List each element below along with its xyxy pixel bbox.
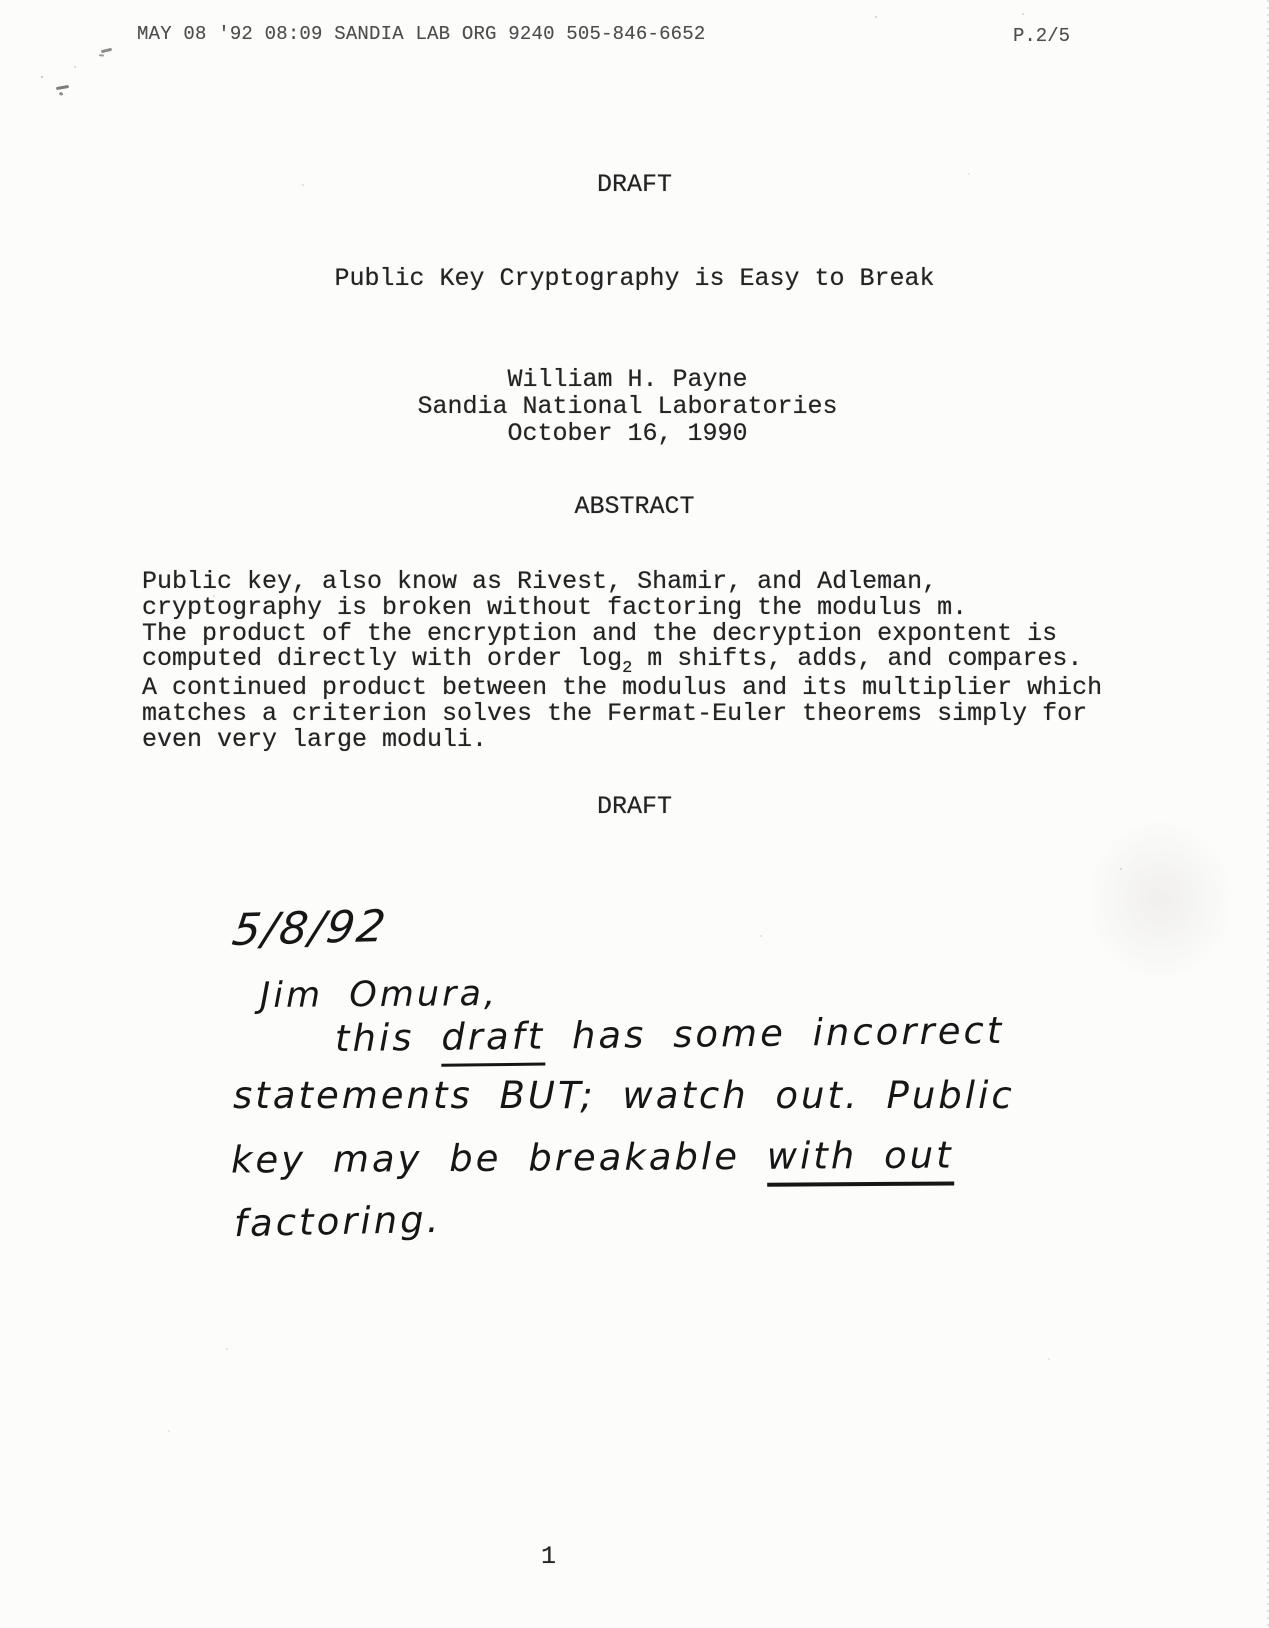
log-base-subscript: 2 — [622, 659, 633, 679]
page-number: 1 — [541, 1542, 557, 1571]
scan-noise-dots — [0, 0, 2, 2]
handwritten-line-1-pre: this — [334, 1015, 442, 1061]
handwritten-line-4: factoring. — [233, 1197, 442, 1246]
draft-label-bottom: DRAFT — [596, 792, 672, 821]
handwritten-line-1 — [335, 1009, 1005, 1060]
abstract-line-4-post: m shifts, adds, and compares. — [632, 644, 1083, 674]
paper-date: October 16, 1990 — [507, 419, 748, 448]
scan-speck-mark — [101, 48, 112, 54]
handwritten-date: 5/8/92 — [229, 900, 391, 957]
abstract-paragraph — [142, 569, 1102, 753]
abstract-heading: ABSTRACT — [574, 492, 695, 521]
handwritten-line-3 — [231, 1133, 954, 1181]
abstract-line-6: matches a criterion solves the Fermat-Euler theorems simply for — [142, 698, 1088, 728]
fax-header-page-indicator: P.2/5 — [1013, 25, 1071, 47]
draft-label-top: DRAFT — [596, 170, 672, 199]
handwritten-underlined-word-draft: draft — [441, 1015, 546, 1067]
handwritten-salutation: Jim Omura, — [259, 973, 499, 1017]
abstract-line-2: cryptography is broken without factoring the modulus m. — [142, 592, 968, 622]
handwritten-line-3-pre: key may be breakable — [230, 1134, 767, 1182]
handwritten-underlined-phrase-without: with out — [767, 1133, 954, 1186]
handwritten-line-2: statements BUT; watch out. Public — [233, 1074, 1015, 1117]
author-name: William H. Payne — [507, 365, 748, 394]
abstract-line-4 — [142, 644, 1102, 679]
abstract-line-3: The product of the encryption and the decryption expontent is — [142, 618, 1058, 648]
abstract-line-7: even very large moduli. — [142, 724, 488, 754]
scan-speck-mark — [56, 85, 69, 90]
paper-title: Public Key Cryptography is Easy to Break — [334, 264, 935, 293]
author-block — [0, 366, 1262, 447]
abstract-line-5: A continued product between the modulus and its multiplier which — [142, 673, 1103, 703]
abstract-line-4-pre: computed directly with order log — [142, 644, 623, 674]
handwritten-line-1-post: has some incorrect — [544, 1008, 1005, 1058]
fax-header-timestamp: MAY 08 '92 08:09 SANDIA LAB ORG 9240 505-846-6652 — [137, 23, 706, 45]
author-affiliation: Sandia National Laboratories — [417, 392, 838, 421]
abstract-line-1: Public key, also know as Rivest, Shamir, and Adleman, — [142, 567, 938, 596]
